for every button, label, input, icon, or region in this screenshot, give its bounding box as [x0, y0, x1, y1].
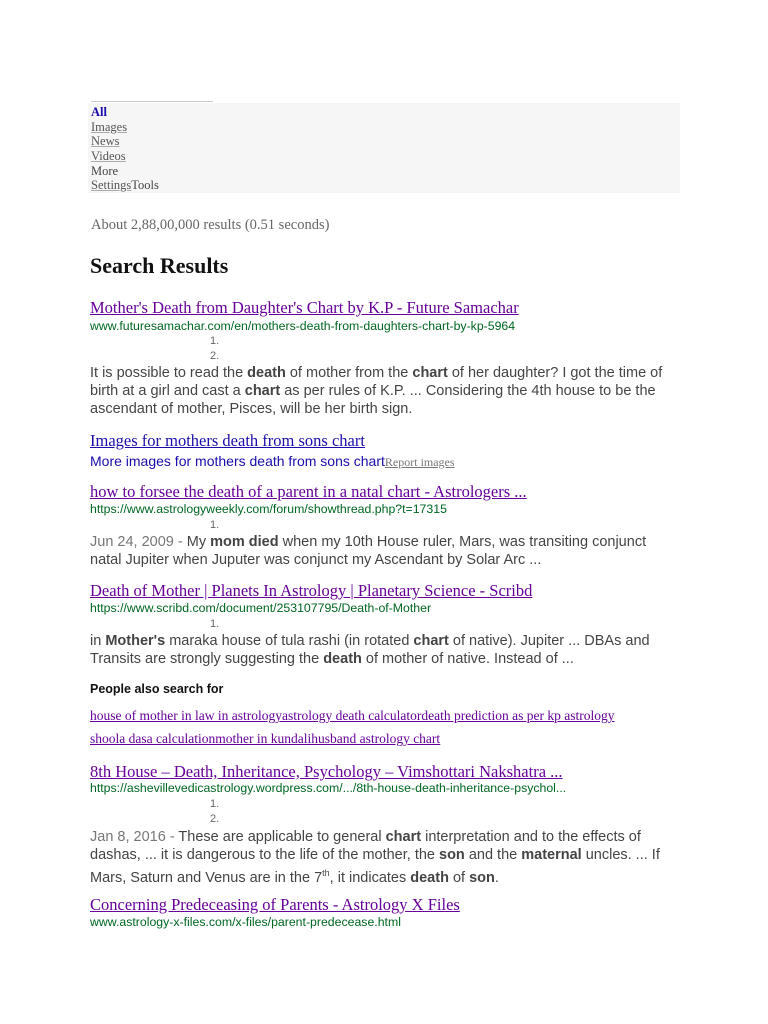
related-search-link[interactable]: mother in kundali — [215, 731, 312, 746]
result-snippet: Jun 24, 2009 - My mom died when my 10th House ruler, Mars, was transiting conjunct natal Jupiter when Juputer was conjunct my Ascendant by Solar Arc ... — [90, 534, 647, 568]
page-title: Search Results — [90, 253, 229, 278]
result-list-number: 1. — [210, 335, 220, 347]
settings-link[interactable]: Settings — [91, 178, 132, 192]
result-title[interactable]: how to forsee the death of a parent in a natal chart - Astrologers ... — [90, 482, 527, 501]
related-searches-row — [90, 708, 615, 724]
people-also-search-heading: People also search for — [90, 682, 224, 696]
result-list-number: 2. — [210, 350, 220, 362]
result-stats: About 2,88,00,000 results (0.51 seconds) — [91, 217, 330, 233]
tab-more[interactable]: More — [91, 164, 119, 178]
result-title[interactable]: Death of Mother | Planets In Astrology | Planetary Science - Scribd — [90, 581, 533, 600]
more-images-row — [90, 453, 455, 470]
result-url: https://www.scribd.com/document/253107795/Death-of-Mother — [90, 601, 432, 615]
result-date: Jan 8, 2016 - — [90, 829, 175, 845]
result-title[interactable]: Concerning Predeceasing of Parents - Astrology X Files — [90, 895, 460, 914]
result-url: https://www.astrologyweekly.com/forum/showthread.php?t=17315 — [90, 502, 447, 516]
result-list-number: 1. — [210, 519, 220, 531]
related-searches-row — [90, 731, 440, 747]
report-images-link[interactable]: Report images — [384, 455, 455, 469]
result-list-number: 1. — [210, 618, 220, 630]
top-divider — [91, 101, 213, 102]
related-search-link[interactable]: house of mother in law in astrology — [90, 708, 282, 723]
result-list-number: 2. — [210, 813, 220, 825]
result-snippet: in Mother's maraka house of tula rashi (in rotated chart of native). Jupiter ... DBAs and Transits are strongly suggesting the death of mother of native. Instead of ... — [90, 633, 650, 667]
related-search-link[interactable]: shoola dasa calculation — [90, 731, 216, 746]
result-snippet: It is possible to read the death of mother from the chart of her daughter? I got the time of birth at a girl and cast a chart as per rules of K.P. ... Considering the 4th house to be the ascendant of mother, Pisces, will be her birth sign. — [90, 365, 663, 417]
related-search-link[interactable]: astrology death calculator — [281, 708, 422, 723]
result-url: www.astrology-x-files.com/x-files/parent-predecease.html — [90, 915, 401, 929]
tab-images[interactable]: Images — [91, 120, 128, 134]
tab-news[interactable]: News — [91, 134, 120, 148]
result-snippet: Jan 8, 2016 - These are applicable to general chart interpretation and to the effects of dashas, ... it is dangerous to the life of the mother, the son and the maternal uncles. ... If Mars, Saturn and Venus are in the 7th, it indicates death of son. — [90, 829, 660, 886]
tab-all[interactable]: All — [91, 105, 107, 119]
result-date: Jun 24, 2009 - — [90, 534, 183, 550]
result-title[interactable]: 8th House – Death, Inheritance, Psychology – Vimshottari Nakshatra ... — [90, 762, 563, 781]
result-url: www.futuresamachar.com/en/mothers-death-from-daughters-chart-by-kp-5964 — [90, 319, 516, 333]
more-images-link[interactable]: More images for mothers death from sons chart — [90, 453, 385, 469]
result-list-number: 1. — [210, 798, 220, 810]
related-search-link[interactable]: death prediction as per kp astrology — [421, 708, 615, 723]
tools-button[interactable]: Tools — [131, 178, 159, 192]
result-url: https://ashevillevedicastrology.wordpress.com/.../8th-house-death-inheritance-psychol... — [90, 781, 567, 795]
settings-tools-row — [91, 178, 159, 192]
images-block-title[interactable]: Images for mothers death from sons chart — [90, 431, 365, 450]
result-title[interactable]: Mother's Death from Daughter's Chart by K.P - Future Samachar — [90, 298, 519, 317]
related-search-link[interactable]: husband astrology chart — [311, 731, 441, 746]
tab-videos[interactable]: Videos — [91, 149, 126, 163]
search-tabs — [88, 103, 680, 193]
